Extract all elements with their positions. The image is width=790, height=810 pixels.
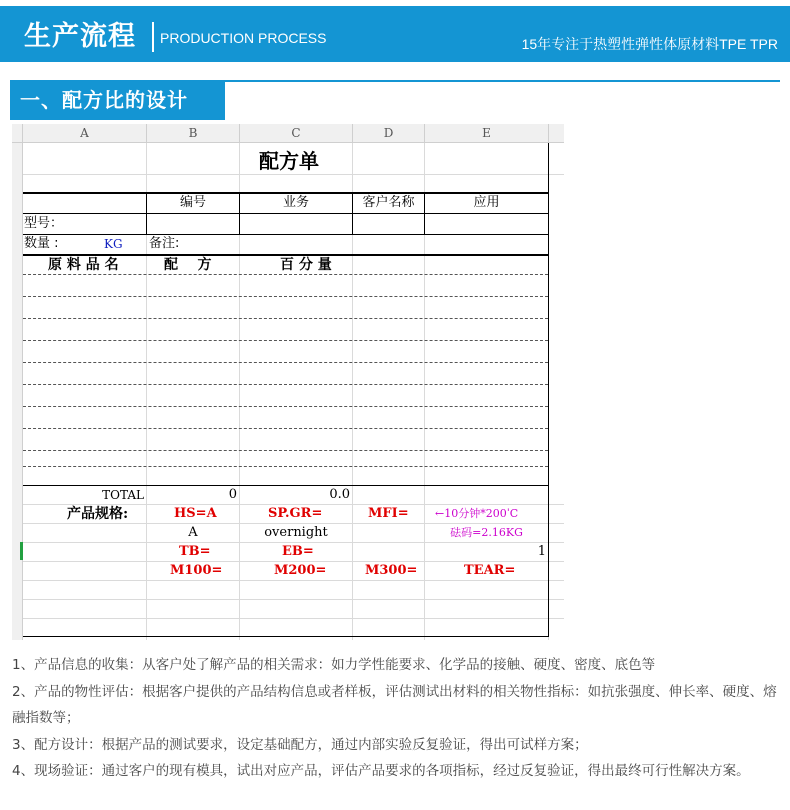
spec-hs: HS=A	[174, 506, 217, 521]
dashed-row-line	[23, 466, 548, 467]
material-name-header: 原 料 品 名	[48, 257, 119, 273]
row-header-strip	[12, 143, 23, 640]
spec-eb: EB=	[282, 544, 314, 559]
dashed-row-line	[23, 450, 548, 451]
model-label: 型号：	[24, 216, 64, 231]
formula-header: 配 方	[164, 257, 212, 273]
header-client: 客户名称	[362, 195, 415, 210]
total-percent: 0.0	[329, 487, 350, 502]
row-selection-marker	[20, 542, 23, 560]
spec-mfi: MFI=	[368, 506, 409, 521]
banner-subtitle: PRODUCTION PROCESS	[160, 30, 327, 46]
spec-a-value: A	[188, 525, 198, 540]
note-item: 4、现场验证：通过客户的现有模具，试出对应产品，评估产品要求的各项指标，经过反复验证，得出最终可行性解决方案。	[12, 763, 750, 779]
process-notes	[12, 652, 780, 785]
product-specs-label: 产品规格:	[67, 506, 129, 522]
header-business: 业务	[282, 195, 309, 210]
gridline	[23, 599, 564, 600]
spec-tb: TB=	[179, 544, 211, 559]
spec-row3-value: 1	[537, 544, 546, 559]
spec-spgr: SP.GR=	[268, 506, 323, 521]
dashed-row-line	[23, 362, 548, 363]
spec-m100: M100=	[170, 563, 223, 578]
percent-header: 百 分 量	[280, 257, 332, 273]
spec-mfi-note: ←10分钟*200ˈC	[435, 507, 519, 520]
dashed-row-line	[23, 274, 548, 275]
column-header-d[interactable]: D	[353, 124, 425, 143]
column-header-a[interactable]: A	[23, 124, 147, 143]
note-item: 1、产品信息的收集：从客户处了解产品的相关需求：如力学性能要求、化学品的接触、硬度、密度、底色等	[12, 657, 656, 673]
header-number: 编号	[179, 195, 206, 210]
dashed-row-line	[23, 406, 548, 407]
gridline	[23, 618, 564, 619]
spec-overnight: overnight	[264, 525, 328, 540]
form-title: 配方单	[259, 149, 319, 173]
total-label: TOTAL	[102, 488, 144, 502]
note-item: 2、产品的物性评估：根据客户提供的产品结构信息或者样板，评估测试出材料的相关物性指标：如抗张强度、伸长率、硬度、熔融指数等；	[12, 683, 777, 726]
column-header-f[interactable]	[549, 124, 564, 143]
banner-divider	[152, 22, 154, 52]
border-line	[548, 143, 549, 637]
dashed-row-line	[23, 384, 548, 385]
dashed-row-line	[23, 296, 548, 297]
column-header-b[interactable]: B	[147, 124, 240, 143]
column-header-c[interactable]: C	[240, 124, 353, 143]
banner-title: 生产流程	[24, 21, 136, 52]
border-line	[23, 636, 548, 637]
spec-tear: TEAR=	[464, 563, 516, 578]
formula-spreadsheet	[12, 124, 564, 640]
border-line	[23, 213, 548, 214]
remark-label: 备注:	[149, 236, 180, 251]
spec-weight: 砝码=2.16KG	[450, 526, 523, 539]
dashed-row-line	[23, 318, 548, 319]
note-item: 3、配方设计：根据产品的测试要求，设定基础配方，通过内部实验反复验证，得出可试样方案；	[12, 736, 588, 753]
header-application: 应用	[473, 195, 500, 210]
section-title: 一、配方比的设计	[10, 80, 225, 120]
column-header-e[interactable]: E	[425, 124, 549, 143]
gridline	[23, 174, 564, 175]
banner-slogan: 15年专注于热塑性弹性体原材料TPE TPR	[521, 36, 778, 52]
total-formula: 0	[228, 487, 237, 502]
gridline	[23, 580, 564, 581]
border-line	[23, 234, 548, 235]
spec-m200: M200=	[274, 563, 327, 578]
quantity-unit: KG	[104, 237, 123, 251]
quantity-label: 数量 :	[24, 236, 59, 251]
corner-cell[interactable]	[12, 124, 23, 143]
dashed-row-line	[23, 428, 548, 429]
spec-m300: M300=	[365, 563, 418, 578]
dashed-row-line	[23, 340, 548, 341]
header-banner	[0, 6, 790, 62]
